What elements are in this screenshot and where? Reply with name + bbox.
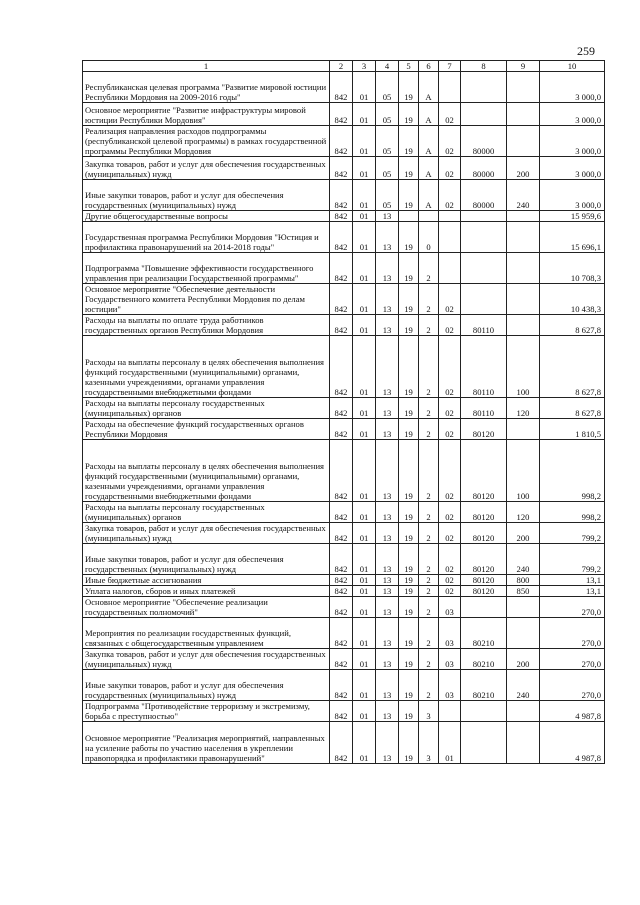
code-cell: 02: [439, 398, 461, 419]
code-cell: 80120: [461, 575, 507, 586]
code-cell: 842: [330, 157, 353, 180]
amount-cell: 3 000,0: [540, 157, 605, 180]
code-cell: 13: [376, 618, 399, 649]
code-cell: 2: [419, 649, 439, 670]
code-cell: 02: [439, 586, 461, 597]
code-cell: 200: [507, 157, 540, 180]
code-cell: 842: [330, 440, 353, 502]
code-cell: 19: [399, 72, 419, 103]
code-cell: 13: [376, 544, 399, 575]
code-cell: 19: [399, 336, 419, 398]
amount-cell: 15 696,1: [540, 222, 605, 253]
table-row: [83, 649, 605, 670]
column-header: 2: [330, 61, 353, 72]
code-cell: 13: [376, 284, 399, 315]
code-cell: 19: [399, 544, 419, 575]
amount-cell: 13,1: [540, 575, 605, 586]
column-header: 9: [507, 61, 540, 72]
code-cell: 842: [330, 649, 353, 670]
row-name-cell: Расходы на выплаты персоналу в целях обеспечения выполнения функций государственными (муниципальными) органами, казенными учреждениями, органами управления государственными внебюджетными фондами: [83, 440, 330, 502]
amount-cell: 8 627,8: [540, 315, 605, 336]
code-cell: 13: [376, 586, 399, 597]
code-cell: 13: [376, 419, 399, 440]
code-cell: 120: [507, 502, 540, 523]
column-header: 10: [540, 61, 605, 72]
column-header: 1: [83, 61, 330, 72]
code-cell: [419, 211, 439, 222]
table-row: [83, 586, 605, 597]
code-cell: 80110: [461, 398, 507, 419]
table-row: [83, 670, 605, 701]
code-cell: 01: [353, 575, 376, 586]
code-cell: 13: [376, 336, 399, 398]
code-cell: 13: [376, 701, 399, 722]
code-cell: 02: [439, 419, 461, 440]
amount-cell: 8 627,8: [540, 336, 605, 398]
code-cell: 13: [376, 253, 399, 284]
column-header: 7: [439, 61, 461, 72]
code-cell: А: [419, 103, 439, 126]
row-name-cell: Закупка товаров, работ и услуг для обеспечения государственных (муниципальных) нужд: [83, 523, 330, 544]
code-cell: 01: [353, 253, 376, 284]
code-cell: [461, 222, 507, 253]
amount-cell: 10 438,3: [540, 284, 605, 315]
code-cell: 01: [353, 126, 376, 157]
code-cell: 19: [399, 597, 419, 618]
code-cell: 01: [353, 180, 376, 211]
code-cell: [507, 72, 540, 103]
code-cell: [461, 253, 507, 284]
code-cell: 842: [330, 618, 353, 649]
code-cell: 80120: [461, 440, 507, 502]
code-cell: 19: [399, 284, 419, 315]
code-cell: 01: [353, 597, 376, 618]
table-row: [83, 211, 605, 222]
code-cell: 01: [439, 722, 461, 764]
code-cell: 13: [376, 222, 399, 253]
row-name-cell: Закупка товаров, работ и услуг для обеспечения государственных (муниципальных) нужд: [83, 157, 330, 180]
code-cell: 842: [330, 586, 353, 597]
code-cell: 2: [419, 419, 439, 440]
code-cell: А: [419, 180, 439, 211]
code-cell: 80120: [461, 502, 507, 523]
code-cell: 2: [419, 440, 439, 502]
code-cell: 850: [507, 586, 540, 597]
code-cell: 842: [330, 670, 353, 701]
code-cell: 19: [399, 440, 419, 502]
code-cell: 13: [376, 597, 399, 618]
code-cell: 19: [399, 701, 419, 722]
row-name-cell: Расходы на выплаты по оплате труда работников государственных органов Республики Мордовия: [83, 315, 330, 336]
code-cell: 2: [419, 284, 439, 315]
code-cell: 01: [353, 649, 376, 670]
code-cell: 842: [330, 284, 353, 315]
code-cell: 80210: [461, 618, 507, 649]
table-row: [83, 440, 605, 502]
code-cell: А: [419, 126, 439, 157]
code-cell: [507, 211, 540, 222]
code-cell: [461, 103, 507, 126]
code-cell: 05: [376, 72, 399, 103]
code-cell: 800: [507, 575, 540, 586]
column-header: 6: [419, 61, 439, 72]
amount-cell: 270,0: [540, 597, 605, 618]
code-cell: [439, 701, 461, 722]
row-name-cell: Иные закупки товаров, работ и услуг для обеспечения государственных (муниципальных) нужд: [83, 670, 330, 701]
table-row: [83, 523, 605, 544]
code-cell: 19: [399, 419, 419, 440]
code-cell: 842: [330, 523, 353, 544]
code-cell: 2: [419, 315, 439, 336]
code-cell: 13: [376, 315, 399, 336]
amount-cell: 998,2: [540, 502, 605, 523]
code-cell: 19: [399, 180, 419, 211]
code-cell: [507, 126, 540, 157]
row-name-cell: Расходы на выплаты персоналу государственных (муниципальных) органов: [83, 502, 330, 523]
row-name-cell: Реализация направления расходов подпрограммы (республиканской целевой программы) в рамках государственной программы Республики Мордовия: [83, 126, 330, 157]
code-cell: 01: [353, 103, 376, 126]
code-cell: 01: [353, 618, 376, 649]
table-row: [83, 253, 605, 284]
code-cell: 2: [419, 618, 439, 649]
row-name-cell: Закупка товаров, работ и услуг для обеспечения государственных (муниципальных) нужд: [83, 649, 330, 670]
row-name-cell: Основное мероприятие "Развитие инфраструктуры мировой юстиции Республики Мордовия": [83, 103, 330, 126]
amount-cell: 4 987,8: [540, 701, 605, 722]
code-cell: 19: [399, 222, 419, 253]
table-row: [83, 157, 605, 180]
row-name-cell: Уплата налогов, сборов и иных платежей: [83, 586, 330, 597]
code-cell: 19: [399, 502, 419, 523]
code-cell: 13: [376, 502, 399, 523]
code-cell: 05: [376, 180, 399, 211]
code-cell: 01: [353, 284, 376, 315]
code-cell: 842: [330, 419, 353, 440]
row-name-cell: Республиканская целевая программа "Развитие мировой юстиции Республики Мордовия на 2009-2016 годы": [83, 72, 330, 103]
table-row: [83, 284, 605, 315]
code-cell: 842: [330, 103, 353, 126]
amount-cell: 799,2: [540, 523, 605, 544]
row-name-cell: Другие общегосударственные вопросы: [83, 211, 330, 222]
row-name-cell: Иные закупки товаров, работ и услуг для обеспечения государственных (муниципальных) нужд: [83, 180, 330, 211]
code-cell: 19: [399, 253, 419, 284]
amount-cell: 3 000,0: [540, 103, 605, 126]
amount-cell: 799,2: [540, 544, 605, 575]
code-cell: 2: [419, 502, 439, 523]
code-cell: 02: [439, 103, 461, 126]
code-cell: А: [419, 72, 439, 103]
code-cell: 13: [376, 649, 399, 670]
table-row: [83, 315, 605, 336]
code-cell: 2: [419, 670, 439, 701]
code-cell: [507, 222, 540, 253]
table-row: [83, 103, 605, 126]
table-body: [83, 72, 605, 764]
code-cell: 05: [376, 126, 399, 157]
code-cell: 13: [376, 440, 399, 502]
code-cell: 05: [376, 103, 399, 126]
code-cell: [399, 211, 419, 222]
code-cell: 842: [330, 72, 353, 103]
table-row: [83, 502, 605, 523]
amount-cell: 270,0: [540, 618, 605, 649]
code-cell: 01: [353, 544, 376, 575]
code-cell: [461, 72, 507, 103]
code-cell: 842: [330, 722, 353, 764]
code-cell: 19: [399, 649, 419, 670]
code-cell: 842: [330, 180, 353, 211]
code-cell: 842: [330, 211, 353, 222]
code-cell: 842: [330, 597, 353, 618]
table-row: [83, 419, 605, 440]
code-cell: 2: [419, 575, 439, 586]
code-cell: 19: [399, 315, 419, 336]
code-cell: 842: [330, 502, 353, 523]
code-cell: 01: [353, 398, 376, 419]
code-cell: 2: [419, 597, 439, 618]
row-name-cell: Подпрограмма "Повышение эффективности государственного управления при реализации Государственной программы": [83, 253, 330, 284]
code-cell: 01: [353, 336, 376, 398]
code-cell: 01: [353, 72, 376, 103]
code-cell: 05: [376, 157, 399, 180]
code-cell: 02: [439, 315, 461, 336]
code-cell: 02: [439, 336, 461, 398]
code-cell: [507, 722, 540, 764]
page-number: 259: [577, 44, 595, 58]
code-cell: 200: [507, 523, 540, 544]
amount-cell: 10 708,3: [540, 253, 605, 284]
code-cell: [461, 722, 507, 764]
code-cell: 80120: [461, 523, 507, 544]
code-cell: [461, 211, 507, 222]
code-cell: 03: [439, 618, 461, 649]
row-name-cell: Расходы на обеспечение функций государственных органов Республики Мордовия: [83, 419, 330, 440]
amount-cell: 998,2: [540, 440, 605, 502]
row-name-cell: Государственная программа Республики Мордовия "Юстиция и профилактика правонарушений на 2014-2018 годы": [83, 222, 330, 253]
code-cell: 80120: [461, 419, 507, 440]
row-name-cell: Основное мероприятие "Обеспечение реализации государственных полномочий": [83, 597, 330, 618]
table-row: [83, 398, 605, 419]
table-row: [83, 618, 605, 649]
code-cell: 2: [419, 586, 439, 597]
code-cell: [461, 284, 507, 315]
budget-table: [82, 60, 605, 764]
code-cell: 01: [353, 419, 376, 440]
code-cell: А: [419, 157, 439, 180]
code-cell: 842: [330, 701, 353, 722]
row-name-cell: Расходы на выплаты персоналу в целях обеспечения выполнения функций государственными (муниципальными) органами, казенными учреждениями, органами управления государственными внебюджетными фондами: [83, 336, 330, 398]
code-cell: 0: [419, 222, 439, 253]
code-cell: 03: [439, 649, 461, 670]
row-name-cell: Иные закупки товаров, работ и услуг для обеспечения государственных (муниципальных) нужд: [83, 544, 330, 575]
table-row: [83, 222, 605, 253]
amount-cell: 3 000,0: [540, 126, 605, 157]
table-row: [83, 126, 605, 157]
table-row: [83, 597, 605, 618]
column-header: 8: [461, 61, 507, 72]
code-cell: 02: [439, 284, 461, 315]
amount-cell: 270,0: [540, 670, 605, 701]
code-cell: 13: [376, 523, 399, 544]
code-cell: 842: [330, 315, 353, 336]
code-cell: 01: [353, 222, 376, 253]
code-cell: 19: [399, 670, 419, 701]
code-cell: 13: [376, 211, 399, 222]
code-cell: 80000: [461, 180, 507, 211]
code-cell: 842: [330, 126, 353, 157]
code-cell: 19: [399, 157, 419, 180]
code-cell: 80000: [461, 126, 507, 157]
code-cell: 01: [353, 722, 376, 764]
code-cell: 240: [507, 544, 540, 575]
code-cell: 02: [439, 523, 461, 544]
code-cell: 3: [419, 701, 439, 722]
amount-cell: 4 987,8: [540, 722, 605, 764]
code-cell: 02: [439, 126, 461, 157]
code-cell: 01: [353, 670, 376, 701]
code-cell: 03: [439, 597, 461, 618]
code-cell: 80120: [461, 586, 507, 597]
amount-cell: 13,1: [540, 586, 605, 597]
code-cell: 240: [507, 180, 540, 211]
code-cell: 240: [507, 670, 540, 701]
code-cell: 2: [419, 336, 439, 398]
code-cell: 842: [330, 253, 353, 284]
code-cell: 01: [353, 502, 376, 523]
code-cell: 02: [439, 157, 461, 180]
amount-cell: 15 959,6: [540, 211, 605, 222]
amount-cell: 270,0: [540, 649, 605, 670]
code-cell: [461, 701, 507, 722]
row-name-cell: Подпрограмма "Противодействие терроризму и экстремизму, борьба с преступностью": [83, 701, 330, 722]
code-cell: 80110: [461, 315, 507, 336]
table-header-row: [83, 61, 605, 72]
code-cell: [507, 597, 540, 618]
code-cell: 02: [439, 440, 461, 502]
table-row: [83, 722, 605, 764]
row-name-cell: Основное мероприятие "Обеспечение деятельности Государственного комитета Республики Мордовия по делам юстиции": [83, 284, 330, 315]
code-cell: 01: [353, 440, 376, 502]
code-cell: 2: [419, 523, 439, 544]
code-cell: 13: [376, 670, 399, 701]
code-cell: 80000: [461, 157, 507, 180]
table-row: [83, 72, 605, 103]
row-name-cell: Иные бюджетные ассигнования: [83, 575, 330, 586]
code-cell: [507, 103, 540, 126]
code-cell: 01: [353, 315, 376, 336]
code-cell: 2: [419, 253, 439, 284]
row-name-cell: Основное мероприятие "Реализация мероприятий, направленных на усиление работы по участию населения в укреплении правопорядка и профилактики правонарушений": [83, 722, 330, 764]
code-cell: 19: [399, 586, 419, 597]
code-cell: [507, 701, 540, 722]
column-header: 4: [376, 61, 399, 72]
code-cell: 01: [353, 211, 376, 222]
code-cell: 80120: [461, 544, 507, 575]
code-cell: [439, 253, 461, 284]
code-cell: [439, 72, 461, 103]
column-header: 3: [353, 61, 376, 72]
code-cell: [439, 211, 461, 222]
code-cell: 01: [353, 157, 376, 180]
code-cell: [507, 284, 540, 315]
code-cell: 842: [330, 575, 353, 586]
code-cell: 100: [507, 336, 540, 398]
code-cell: 02: [439, 575, 461, 586]
code-cell: [439, 222, 461, 253]
row-name-cell: Мероприятия по реализации государственных функций, связанных с общегосударственным управлением: [83, 618, 330, 649]
code-cell: 02: [439, 502, 461, 523]
code-cell: 842: [330, 544, 353, 575]
amount-cell: 8 627,8: [540, 398, 605, 419]
code-cell: 19: [399, 103, 419, 126]
code-cell: [507, 315, 540, 336]
code-cell: 3: [419, 722, 439, 764]
table-row: [83, 544, 605, 575]
code-cell: 80110: [461, 336, 507, 398]
code-cell: 842: [330, 222, 353, 253]
code-cell: 842: [330, 336, 353, 398]
code-cell: [507, 419, 540, 440]
code-cell: [507, 618, 540, 649]
code-cell: 03: [439, 670, 461, 701]
amount-cell: 3 000,0: [540, 180, 605, 211]
code-cell: 01: [353, 701, 376, 722]
code-cell: 01: [353, 586, 376, 597]
table-row: [83, 180, 605, 211]
table-row: [83, 701, 605, 722]
code-cell: 100: [507, 440, 540, 502]
code-cell: 19: [399, 126, 419, 157]
amount-cell: 3 000,0: [540, 72, 605, 103]
code-cell: [507, 253, 540, 284]
code-cell: [461, 597, 507, 618]
code-cell: 19: [399, 575, 419, 586]
code-cell: 200: [507, 649, 540, 670]
table-row: [83, 336, 605, 398]
code-cell: 80210: [461, 670, 507, 701]
code-cell: 13: [376, 575, 399, 586]
code-cell: 19: [399, 722, 419, 764]
code-cell: 19: [399, 618, 419, 649]
code-cell: 80210: [461, 649, 507, 670]
code-cell: 2: [419, 398, 439, 419]
column-header: 5: [399, 61, 419, 72]
row-name-cell: Расходы на выплаты персоналу государственных (муниципальных) органов: [83, 398, 330, 419]
code-cell: 13: [376, 398, 399, 419]
code-cell: 19: [399, 398, 419, 419]
amount-cell: 1 810,5: [540, 419, 605, 440]
code-cell: 842: [330, 398, 353, 419]
code-cell: 19: [399, 523, 419, 544]
code-cell: 02: [439, 180, 461, 211]
code-cell: 01: [353, 523, 376, 544]
code-cell: 2: [419, 544, 439, 575]
code-cell: 13: [376, 722, 399, 764]
code-cell: 120: [507, 398, 540, 419]
code-cell: 02: [439, 544, 461, 575]
table-row: [83, 575, 605, 586]
